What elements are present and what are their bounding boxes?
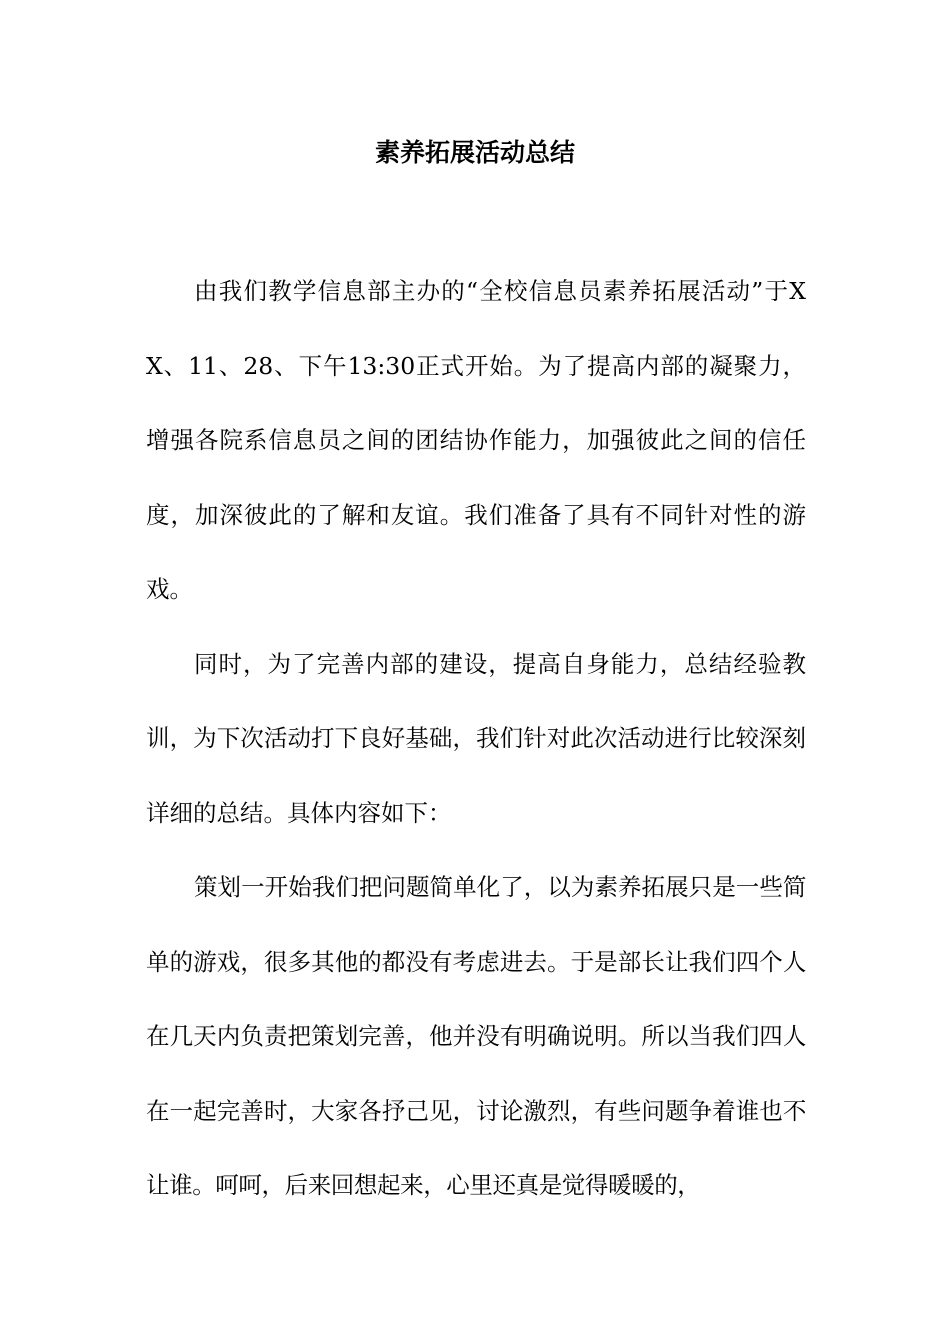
paragraph-1: 由我们教学信息部主办的“全校信息员素养拓展活动”于XX、11、28、下午13:30正式开始。为了提高内部的凝聚力，增强各院系信息员之间的团结协作能力，加强彼此之间的信任度，加深彼此的了解和友谊。我们准备了具有不同针对性的游戏。 [146, 277, 806, 603]
document-title: 素养拓展活动总结 [374, 138, 575, 167]
paragraph-2: 同时，为了完善内部的建设，提高自身能力，总结经验教训，为下次活动打下良好基础，我们针对此次活动进行比较深刻详细的总结。具体内容如下： [146, 649, 806, 827]
paragraph-3: 策划一开始我们把问题简单化了，以为素养拓展只是一些简单的游戏，很多其他的都没有考虑进去。于是部长让我们四个人在几天内负责把策划完善，他并没有明确说明。所以当我们四人在一起完善时，大家各抒己见，讨论激烈，有些问题争着谁也不让谁。呵呵，后来回想起来，心里还真是觉得暖暖的， [146, 873, 806, 1199]
document-body [146, 254, 806, 1223]
